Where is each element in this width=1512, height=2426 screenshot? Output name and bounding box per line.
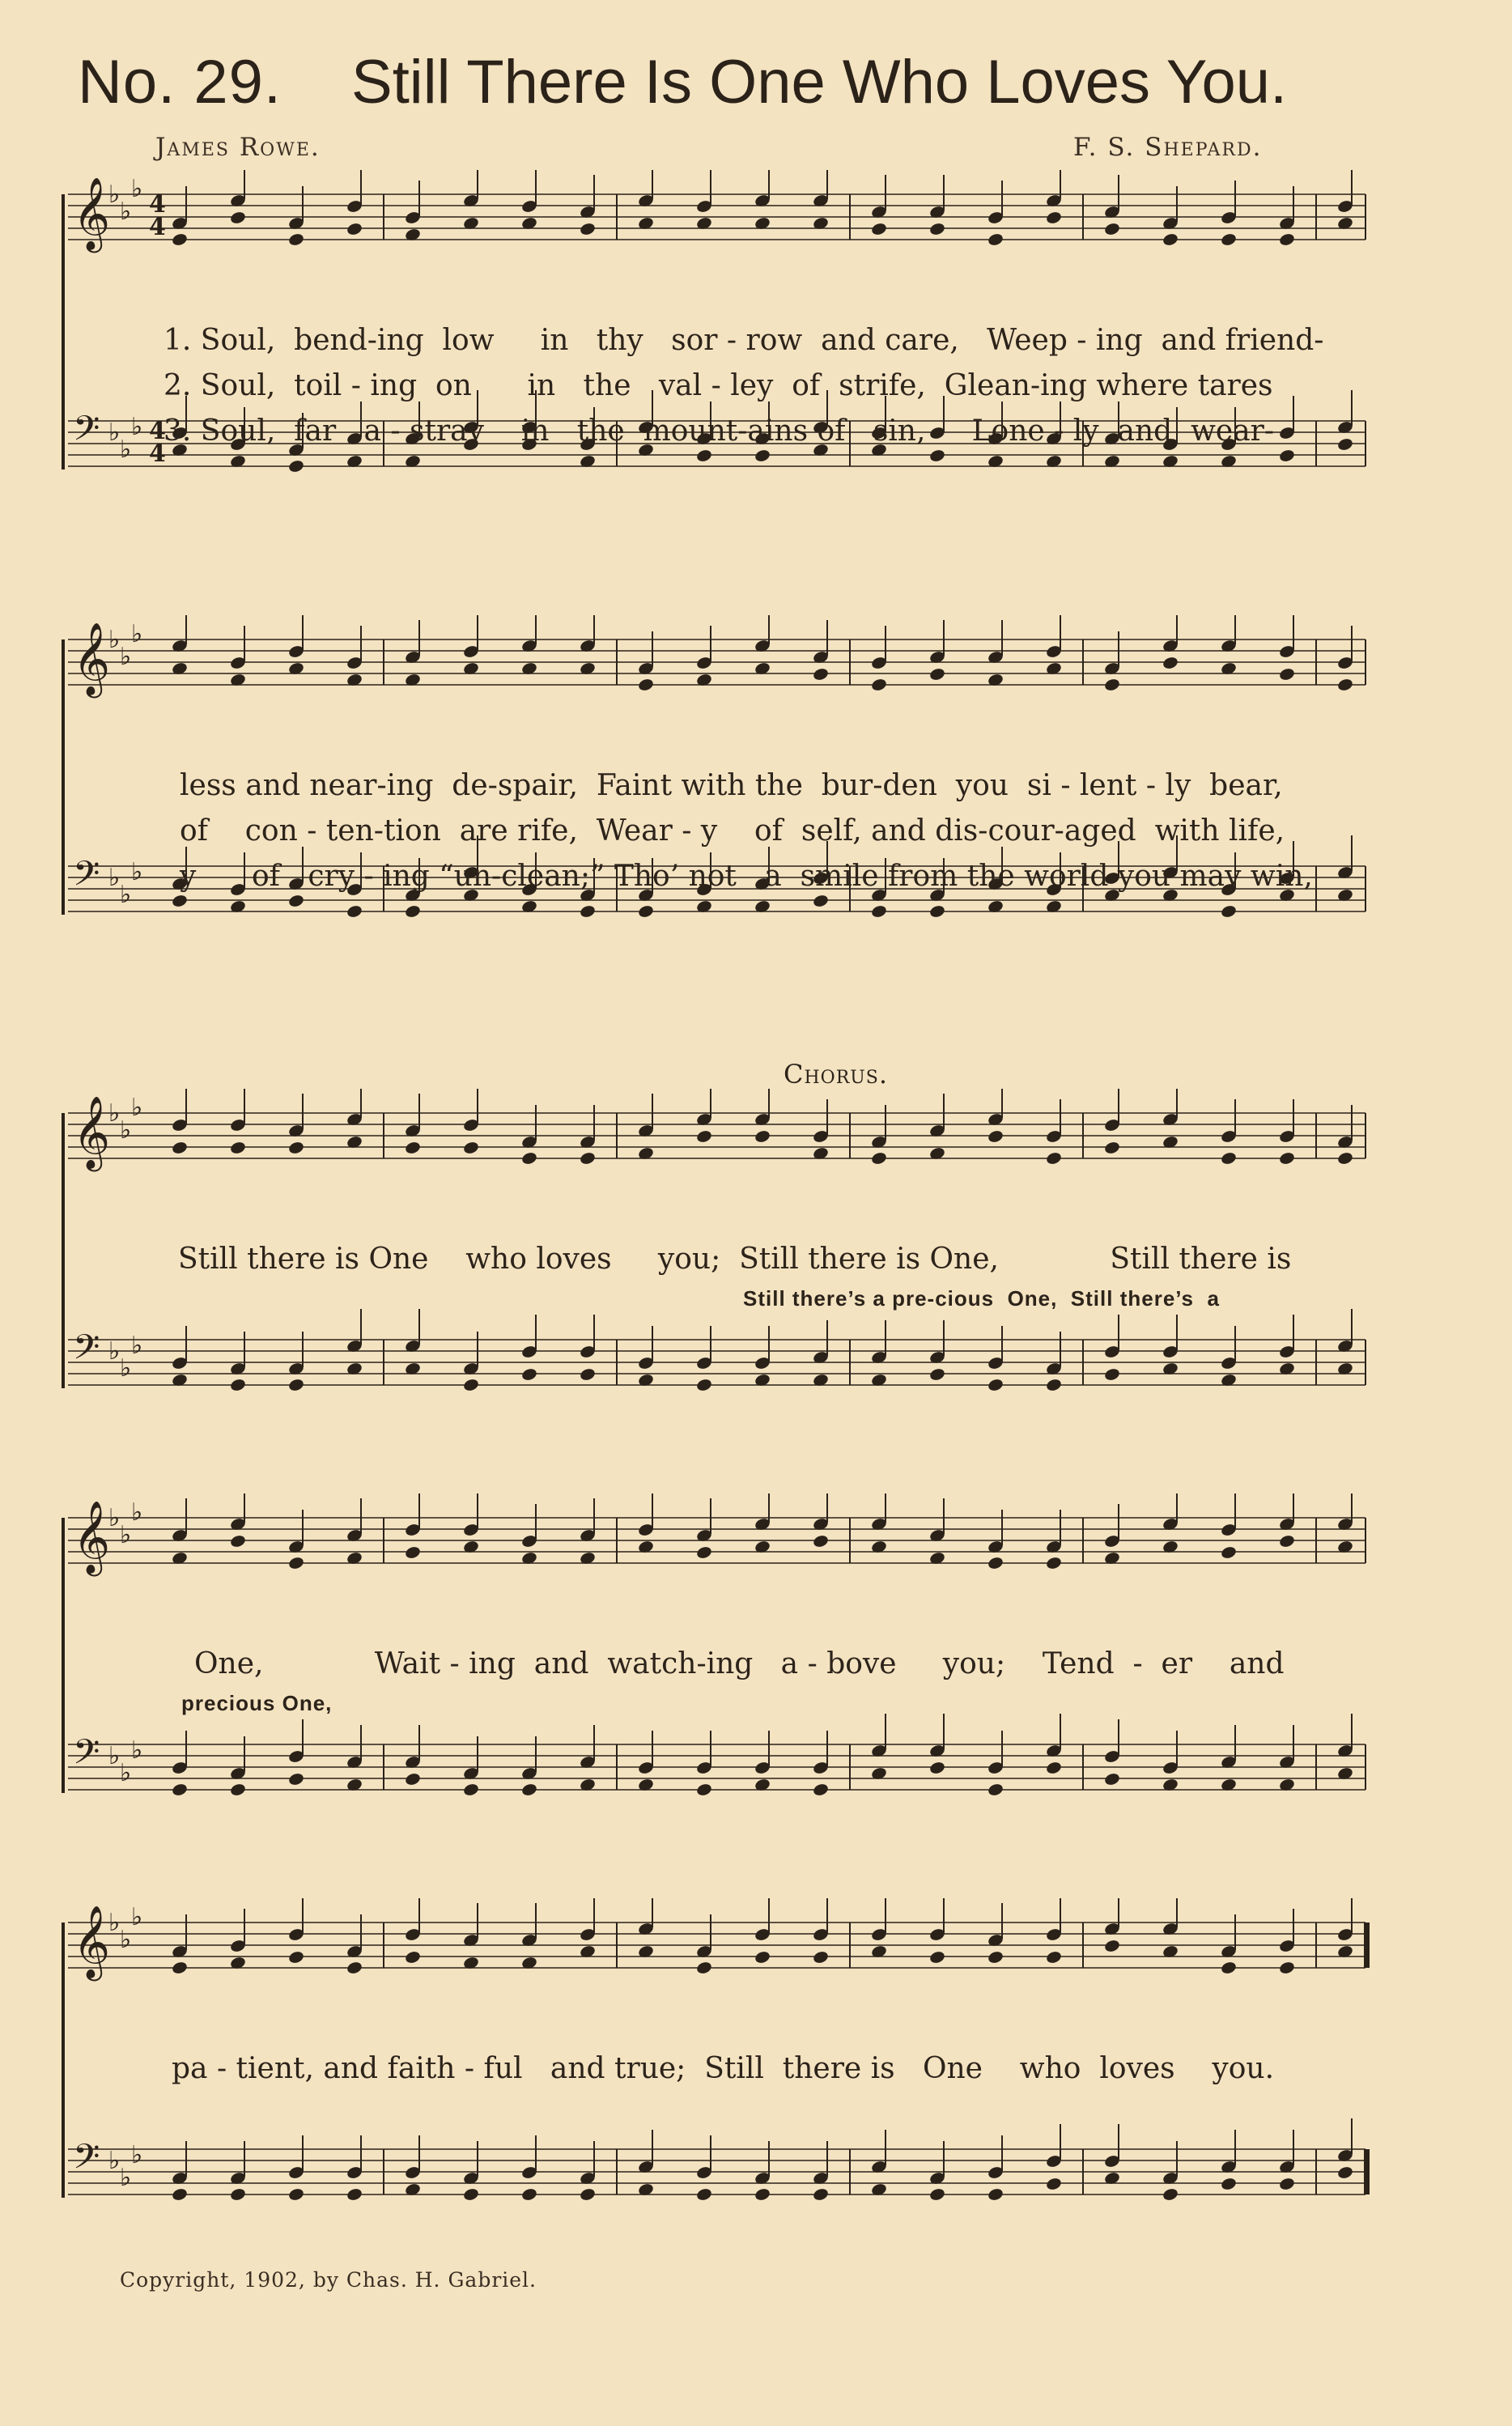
notehead xyxy=(287,232,304,247)
treble-clef-icon: 𝄞 xyxy=(73,622,111,695)
notehead xyxy=(229,210,246,225)
flat-icon: ♭ xyxy=(108,418,121,447)
notehead xyxy=(346,2187,363,2202)
notehead xyxy=(171,232,188,247)
notehead xyxy=(287,1772,304,1787)
notehead xyxy=(579,222,596,236)
notehead xyxy=(1103,678,1120,692)
notehead xyxy=(1103,1367,1120,1382)
notehead xyxy=(637,678,654,692)
flat-icon: ♭ xyxy=(120,881,132,909)
notehead xyxy=(1336,437,1353,452)
notehead xyxy=(462,1378,479,1392)
music-system-3 xyxy=(58,1089,1370,1477)
notehead xyxy=(1103,1939,1120,1953)
notehead xyxy=(1220,1151,1237,1166)
notehead xyxy=(1045,1761,1062,1775)
time-signature: 4 xyxy=(149,213,166,241)
notehead xyxy=(287,2187,304,2202)
notehead xyxy=(870,222,887,236)
notehead xyxy=(171,894,188,908)
flat-icon: ♭ xyxy=(120,198,132,226)
verse-1-line-1: 1. Soul, bend-ing low in thy sor - row and care, Weep - ing and friend- xyxy=(164,324,1324,357)
notehead xyxy=(928,1367,945,1382)
notehead xyxy=(637,904,654,919)
flat-icon: ♭ xyxy=(108,1909,121,1937)
flat-icon: ♭ xyxy=(131,1498,143,1527)
final-barline xyxy=(1364,1923,1370,1968)
notehead xyxy=(1220,1961,1237,1975)
notehead xyxy=(1103,222,1120,236)
bass-staff xyxy=(68,2118,1365,2202)
notehead xyxy=(171,1141,188,1155)
flat-icon: ♭ xyxy=(120,1521,132,1549)
notehead xyxy=(1220,904,1237,919)
bass-clef-icon: 𝄢 xyxy=(73,1732,100,1781)
notehead xyxy=(812,1782,829,1797)
flat-icon: ♭ xyxy=(131,2141,143,2169)
notehead xyxy=(520,2187,537,2202)
notehead xyxy=(695,1378,712,1392)
notehead xyxy=(987,1556,1004,1570)
notehead xyxy=(346,222,363,236)
notehead xyxy=(1278,667,1295,682)
chorus-line-3: pa - tient, and faith - ful and true; Still there is One who loves you. xyxy=(172,2052,1275,2085)
treble-clef-icon: 𝄞 xyxy=(73,1906,111,1978)
treble-staff xyxy=(68,1898,1365,1982)
treble-staff xyxy=(68,1493,1365,1577)
notehead xyxy=(404,1141,421,1155)
verse-1-line-2: less and near-ing de-spair, Faint with the bur-den you si - lent - ly bear, xyxy=(180,769,1283,802)
treble-staff xyxy=(68,615,1365,699)
music-system-4 xyxy=(58,1493,1370,1882)
notehead xyxy=(579,2187,596,2202)
chorus-label: Chorus. xyxy=(784,1059,889,1090)
flat-icon: ♭ xyxy=(120,1759,132,1787)
notehead xyxy=(346,1961,363,1975)
flat-icon: ♭ xyxy=(120,1354,132,1383)
lyricist-credit: James Rowe. xyxy=(155,133,321,162)
verse-3-line-2: y of cry - ing “un-clean;” Tho’ not a smile from the world you may win, xyxy=(180,860,1313,893)
time-signature: 4 xyxy=(149,190,166,219)
notehead xyxy=(229,2187,246,2202)
time-signature: 4 xyxy=(149,440,166,468)
flat-icon: ♭ xyxy=(131,413,143,441)
bass-staff xyxy=(68,1309,1365,1392)
notehead xyxy=(404,1545,421,1560)
flat-icon: ♭ xyxy=(108,626,121,654)
notehead xyxy=(346,904,363,919)
notehead xyxy=(987,2187,1004,2202)
notehead xyxy=(1336,1151,1353,1166)
notehead xyxy=(404,1772,421,1787)
flat-icon: ♭ xyxy=(108,1742,121,1770)
notehead xyxy=(171,2187,188,2202)
notehead xyxy=(754,1129,771,1144)
treble-staff xyxy=(68,1089,1365,1172)
notehead xyxy=(1278,1961,1295,1975)
notehead xyxy=(1278,448,1295,463)
notehead xyxy=(1103,1141,1120,1155)
notehead xyxy=(870,904,887,919)
notehead xyxy=(1162,656,1179,670)
notehead xyxy=(870,1151,887,1166)
music-system-5 xyxy=(58,1898,1370,2254)
notehead xyxy=(287,459,304,474)
notehead xyxy=(1045,210,1062,225)
treble-staff xyxy=(68,170,1365,253)
notehead xyxy=(171,1961,188,1975)
notehead xyxy=(520,1151,537,1166)
notehead xyxy=(928,2187,945,2202)
notehead xyxy=(1220,1545,1237,1560)
notehead xyxy=(928,222,945,236)
notehead xyxy=(987,1378,1004,1392)
notehead xyxy=(812,894,829,908)
notehead xyxy=(928,667,945,682)
notehead xyxy=(1103,1772,1120,1787)
flat-icon: ♭ xyxy=(108,1099,121,1128)
notehead xyxy=(462,1782,479,1797)
notehead xyxy=(229,1534,246,1549)
notehead xyxy=(287,894,304,908)
notehead xyxy=(695,1545,712,1560)
bass-clef-icon: 𝄢 xyxy=(73,1328,100,1376)
notehead xyxy=(695,1782,712,1797)
music-system-1 xyxy=(58,170,1370,591)
staff-notation-4 xyxy=(58,1493,1370,1882)
hymn-header xyxy=(78,47,1454,120)
chorus-line-1: Still there is One who loves you; Still there is One, Still there is xyxy=(178,1243,1292,1276)
copyright-notice: Copyright, 1902, by Chas. H. Gabriel. xyxy=(120,2268,537,2292)
notehead xyxy=(1336,678,1353,692)
bass-clef-icon: 𝄢 xyxy=(73,854,100,903)
notehead xyxy=(287,1141,304,1155)
time-signature: 4 xyxy=(149,417,166,445)
flat-icon: ♭ xyxy=(131,858,143,886)
notehead xyxy=(1220,232,1237,247)
notehead xyxy=(1336,2165,1353,2180)
notehead xyxy=(1278,1534,1295,1549)
flat-icon: ♭ xyxy=(131,1332,143,1360)
notehead xyxy=(928,904,945,919)
notehead xyxy=(404,904,421,919)
notehead xyxy=(695,2187,712,2202)
notehead xyxy=(287,1950,304,1965)
notehead xyxy=(812,2187,829,2202)
notehead xyxy=(695,1961,712,1975)
flat-icon: ♭ xyxy=(131,1903,143,1931)
flat-icon: ♭ xyxy=(131,175,143,203)
hymn-title: Still There Is One Who Loves You. xyxy=(351,48,1288,117)
notehead xyxy=(520,1782,537,1797)
music-system-2 xyxy=(58,615,1370,1036)
notehead xyxy=(1278,1151,1295,1166)
verse-3-line-1: 3. Soul, far a - stray in the mount-ains of sin, Lone - ly and wear- xyxy=(164,414,1275,448)
flat-icon: ♭ xyxy=(120,1926,132,1954)
bass-clef-icon: 𝄢 xyxy=(73,2137,100,2186)
notehead xyxy=(1045,1151,1062,1166)
flat-icon: ♭ xyxy=(108,1504,121,1532)
chorus-line-1-alto: Still there’s a pre-cious One, Still there’s a xyxy=(743,1286,1220,1311)
bass-staff xyxy=(68,1714,1365,1797)
notehead xyxy=(579,1367,596,1382)
treble-clef-icon: 𝄞 xyxy=(73,177,111,250)
final-barline xyxy=(1364,2149,1370,2194)
flat-icon: ♭ xyxy=(131,620,143,648)
bass-clef-icon: 𝄢 xyxy=(73,409,100,457)
verse-2-line-1: 2. Soul, toil - ing on in the val - ley of strife, Glean-ing where tares xyxy=(164,369,1273,402)
flat-icon: ♭ xyxy=(131,1736,143,1765)
notehead xyxy=(229,1378,246,1392)
notehead xyxy=(987,1129,1004,1144)
notehead xyxy=(1045,2177,1062,2191)
flat-icon: ♭ xyxy=(108,1337,121,1366)
notehead xyxy=(1045,1556,1062,1570)
notehead xyxy=(870,678,887,692)
treble-clef-icon: 𝄞 xyxy=(73,1501,111,1574)
flat-icon: ♭ xyxy=(120,435,132,464)
notehead xyxy=(462,2187,479,2202)
notehead xyxy=(1162,232,1179,247)
verse-2-line-2: of con - ten-tion are rife, Wear - y of self, and dis-cour-aged with life, xyxy=(180,814,1285,848)
notehead xyxy=(928,1950,945,1965)
notehead xyxy=(579,904,596,919)
notehead xyxy=(754,448,771,463)
notehead xyxy=(462,1141,479,1155)
notehead xyxy=(171,1782,188,1797)
notehead xyxy=(520,1367,537,1382)
notehead xyxy=(1045,1950,1062,1965)
notehead xyxy=(229,1141,246,1155)
staff-notation-3 xyxy=(58,1089,1370,1477)
flat-icon: ♭ xyxy=(108,2147,121,2175)
flat-icon: ♭ xyxy=(108,181,121,209)
notehead xyxy=(579,1151,596,1166)
notehead xyxy=(812,1534,829,1549)
notehead xyxy=(812,1950,829,1965)
notehead xyxy=(695,1129,712,1144)
notehead xyxy=(928,448,945,463)
treble-clef-icon: 𝄞 xyxy=(73,1096,111,1169)
notehead xyxy=(928,1761,945,1775)
composer-credit: F. S. Shepard. xyxy=(1073,133,1263,162)
notehead xyxy=(987,1782,1004,1797)
notehead xyxy=(404,1950,421,1965)
notehead xyxy=(1278,2177,1295,2191)
notehead xyxy=(812,667,829,682)
notehead xyxy=(987,232,1004,247)
flat-icon: ♭ xyxy=(131,1094,143,1122)
hymn-number: No. 29. xyxy=(78,48,282,117)
chorus-line-2: One, Wait - ing and watch-ing a - bove you; Tend - er and xyxy=(194,1647,1285,1680)
flat-icon: ♭ xyxy=(120,643,132,671)
notehead xyxy=(987,1950,1004,1965)
notehead xyxy=(229,1782,246,1797)
flat-icon: ♭ xyxy=(120,1116,132,1145)
flat-icon: ♭ xyxy=(120,2164,132,2192)
notehead xyxy=(287,1556,304,1570)
notehead xyxy=(1045,1378,1062,1392)
notehead xyxy=(754,1950,771,1965)
notehead xyxy=(754,2187,771,2202)
notehead xyxy=(695,448,712,463)
notehead xyxy=(1162,2187,1179,2202)
chorus-line-2-alto: precious One, xyxy=(181,1691,333,1715)
notehead xyxy=(1220,2177,1237,2191)
notehead xyxy=(287,1378,304,1392)
flat-icon: ♭ xyxy=(108,864,121,892)
notehead xyxy=(1278,232,1295,247)
